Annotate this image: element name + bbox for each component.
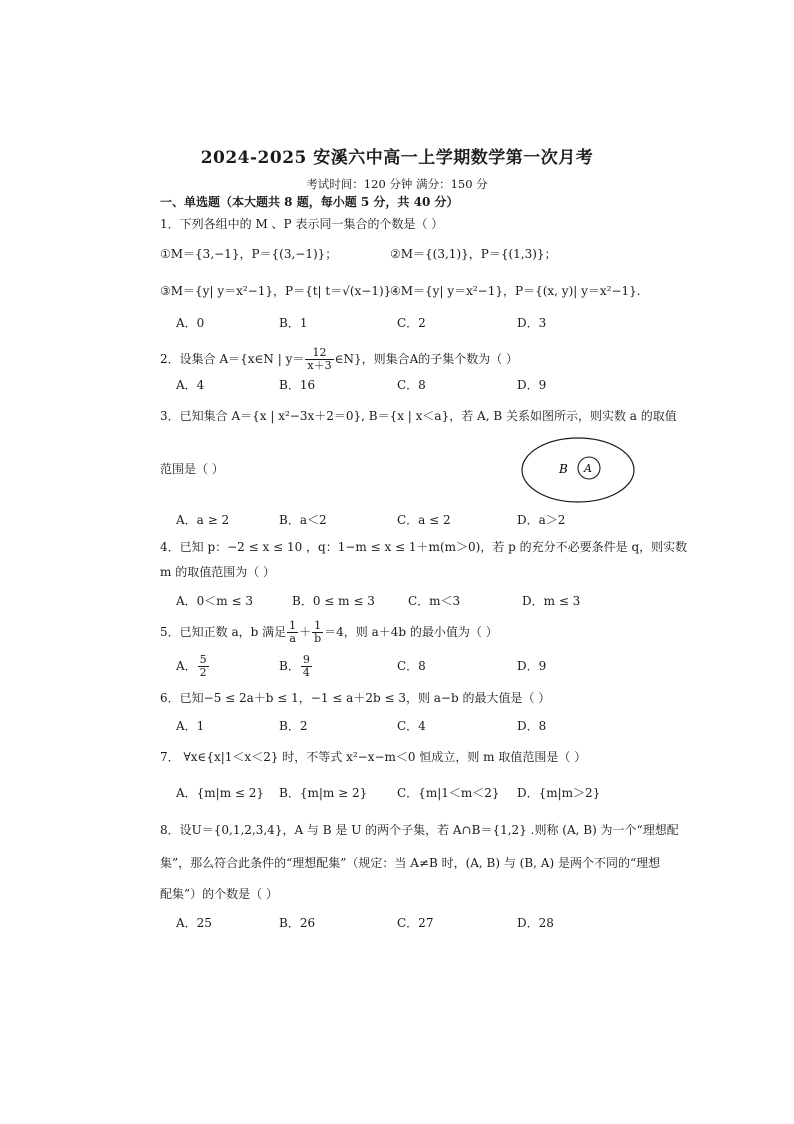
q4-stem-line1: 4．已知 p：−2 ≤ x ≤ 10 ，q：1−m ≤ x ≤ 1＋m(m＞0)，若 p 的充分不必要条件是 q，则实数: [160, 540, 688, 554]
q2-option-a: A．4: [176, 378, 205, 392]
q4-stem-line2: m 的取值范围为（ ）: [160, 565, 276, 579]
q5-fraction-2-denominator: b: [314, 632, 322, 645]
q1-stem: 1．下列各组中的 M 、P 表示同一集合的个数是（ ）: [160, 217, 444, 231]
q8-stem-line1: 8．设U＝{0,1,2,3,4}，A 与 B 是 U 的两个子集，若 A∩B＝{1,2} .则称 (A, B) 为一个“理想配: [160, 823, 679, 837]
q1-pair-1: ①M＝{3,−1}，P＝{(3,−1)}；: [160, 247, 338, 261]
q5-fraction-1-denominator: a: [289, 632, 296, 645]
q1-pair-4: ④M＝{y| y＝x²−1}，P＝{(x, y)| y＝x²−1}.: [390, 284, 641, 298]
q3-stem-line1: 3．已知集合 A＝{x | x²−3x＋2＝0}, B＝{x | x＜a}，若 A, B 关系如图所示，则实数 a 的取值: [160, 409, 677, 423]
q8-stem-line2: 集”，那么符合此条件的“理想配集”（规定：当 A≠B 时，(A, B) 与 (B, A) 是两个不同的“理想: [160, 856, 661, 870]
q7-option-b: B．{m|m ≥ 2}: [279, 786, 368, 800]
q1-option-a: A．0: [176, 316, 205, 330]
q6-stem: 6．已知−5 ≤ 2a＋b ≤ 1，−1 ≤ a＋2b ≤ 3，则 a−b 的最大值是（ ）: [160, 691, 551, 705]
q5-option-b: [279, 653, 313, 679]
q2-fraction-numerator: 12: [305, 347, 333, 360]
q4-option-a: A．0＜m ≤ 3: [176, 594, 253, 608]
q2-stem-start: 2．设集合 A＝{x∈N | y＝: [160, 352, 305, 366]
q2-option-b: B．16: [279, 378, 316, 392]
q1-option-d: D．3: [517, 316, 547, 330]
q5-option-a-denominator: 2: [199, 666, 207, 679]
q7-stem: 7． ∀x∈{x|1＜x＜2} 时，不等式 x²−x−m＜0 恒成立，则 m 取值范围是（ ）: [160, 750, 587, 764]
q5-stem-start: 5．已知正数 a，b 满足: [160, 625, 287, 639]
q8-option-c: C．27: [397, 916, 434, 930]
q3-option-d: D．a＞2: [517, 513, 566, 527]
q1-option-c: C．2: [397, 316, 426, 330]
q5-option-a-label: A．: [176, 659, 197, 673]
q5-option-a-fraction: [198, 654, 209, 679]
q5-option-a: [176, 653, 210, 679]
q8-stem-line3: 配集”）的个数是（ ）: [160, 887, 278, 901]
q1-option-b: B．1: [279, 316, 308, 330]
q4-option-d: D．m ≤ 3: [522, 594, 581, 608]
q2-option-c: C．8: [397, 378, 426, 392]
q5-fraction-2-numerator: 1: [312, 620, 323, 633]
q6-option-a: A．1: [176, 719, 205, 733]
q7-option-a: A．{m|m ≤ 2}: [176, 786, 265, 800]
q6-option-b: B．2: [279, 719, 308, 733]
q8-option-b: B．26: [279, 916, 316, 930]
exam-info: 考试时间：120 分钟 满分：150 分: [306, 177, 488, 191]
venn-label-a: A: [584, 462, 592, 475]
q5-option-b-label: B．: [279, 659, 300, 673]
q3-option-b: B．a＜2: [279, 513, 327, 527]
q2-stem: [160, 346, 518, 372]
q5-option-b-denominator: 4: [302, 666, 310, 679]
exam-title: 2024-2025 安溪六中高一上学期数学第一次月考: [200, 148, 594, 168]
q6-option-d: D．8: [517, 719, 547, 733]
venn-label-b: B: [559, 462, 568, 476]
q1-pair-2: ②M＝{(3,1)}，P＝{(1,3)}；: [390, 247, 557, 261]
q5-option-b-numerator: 9: [302, 653, 310, 666]
q5-option-b-fraction: [301, 654, 312, 679]
q8-option-d: D．28: [517, 916, 554, 930]
q1-pair-3: ③M＝{y| y＝x²−1}，P＝{t| t＝√(x−1)}: [160, 284, 392, 298]
q5-option-d: D．9: [517, 659, 547, 673]
q7-option-c: C．{m|1＜m＜2}: [397, 786, 500, 800]
q2-stem-end: ∈N}，则集合A的子集个数为（ ）: [334, 352, 519, 366]
q6-option-c: C．4: [397, 719, 426, 733]
q5-fraction-2: [312, 620, 323, 645]
q5-option-c: C．8: [397, 659, 426, 673]
q5-stem-end: ＝4，则 a＋4b 的最小值为（ ）: [324, 625, 498, 639]
q3-option-c: C．a ≤ 2: [397, 513, 451, 527]
q5-plus: ＋: [299, 625, 312, 639]
q2-fraction-denominator: x＋3: [307, 359, 332, 372]
q2-option-d: D．9: [517, 378, 547, 392]
q5-fraction-1: [287, 620, 298, 645]
q5-option-a-numerator: 5: [199, 653, 207, 666]
q7-option-d: D．{m|m＞2}: [517, 786, 601, 800]
q5-fraction-1-numerator: 1: [289, 619, 297, 632]
q3-venn-diagram: [520, 436, 638, 504]
q3-stem-line2: 范围是（ ）: [160, 462, 224, 476]
q8-option-a: A．25: [176, 916, 212, 930]
q2-fraction: [305, 347, 333, 372]
q4-option-b: B．0 ≤ m ≤ 3: [292, 594, 375, 608]
q5-stem: [160, 619, 498, 645]
q3-option-a: A．a ≥ 2: [176, 513, 230, 527]
section-heading: 一、单选题（本大题共 8 题，每小题 5 分，共 40 分）: [160, 195, 459, 209]
q4-option-c: C．m＜3: [408, 594, 461, 608]
